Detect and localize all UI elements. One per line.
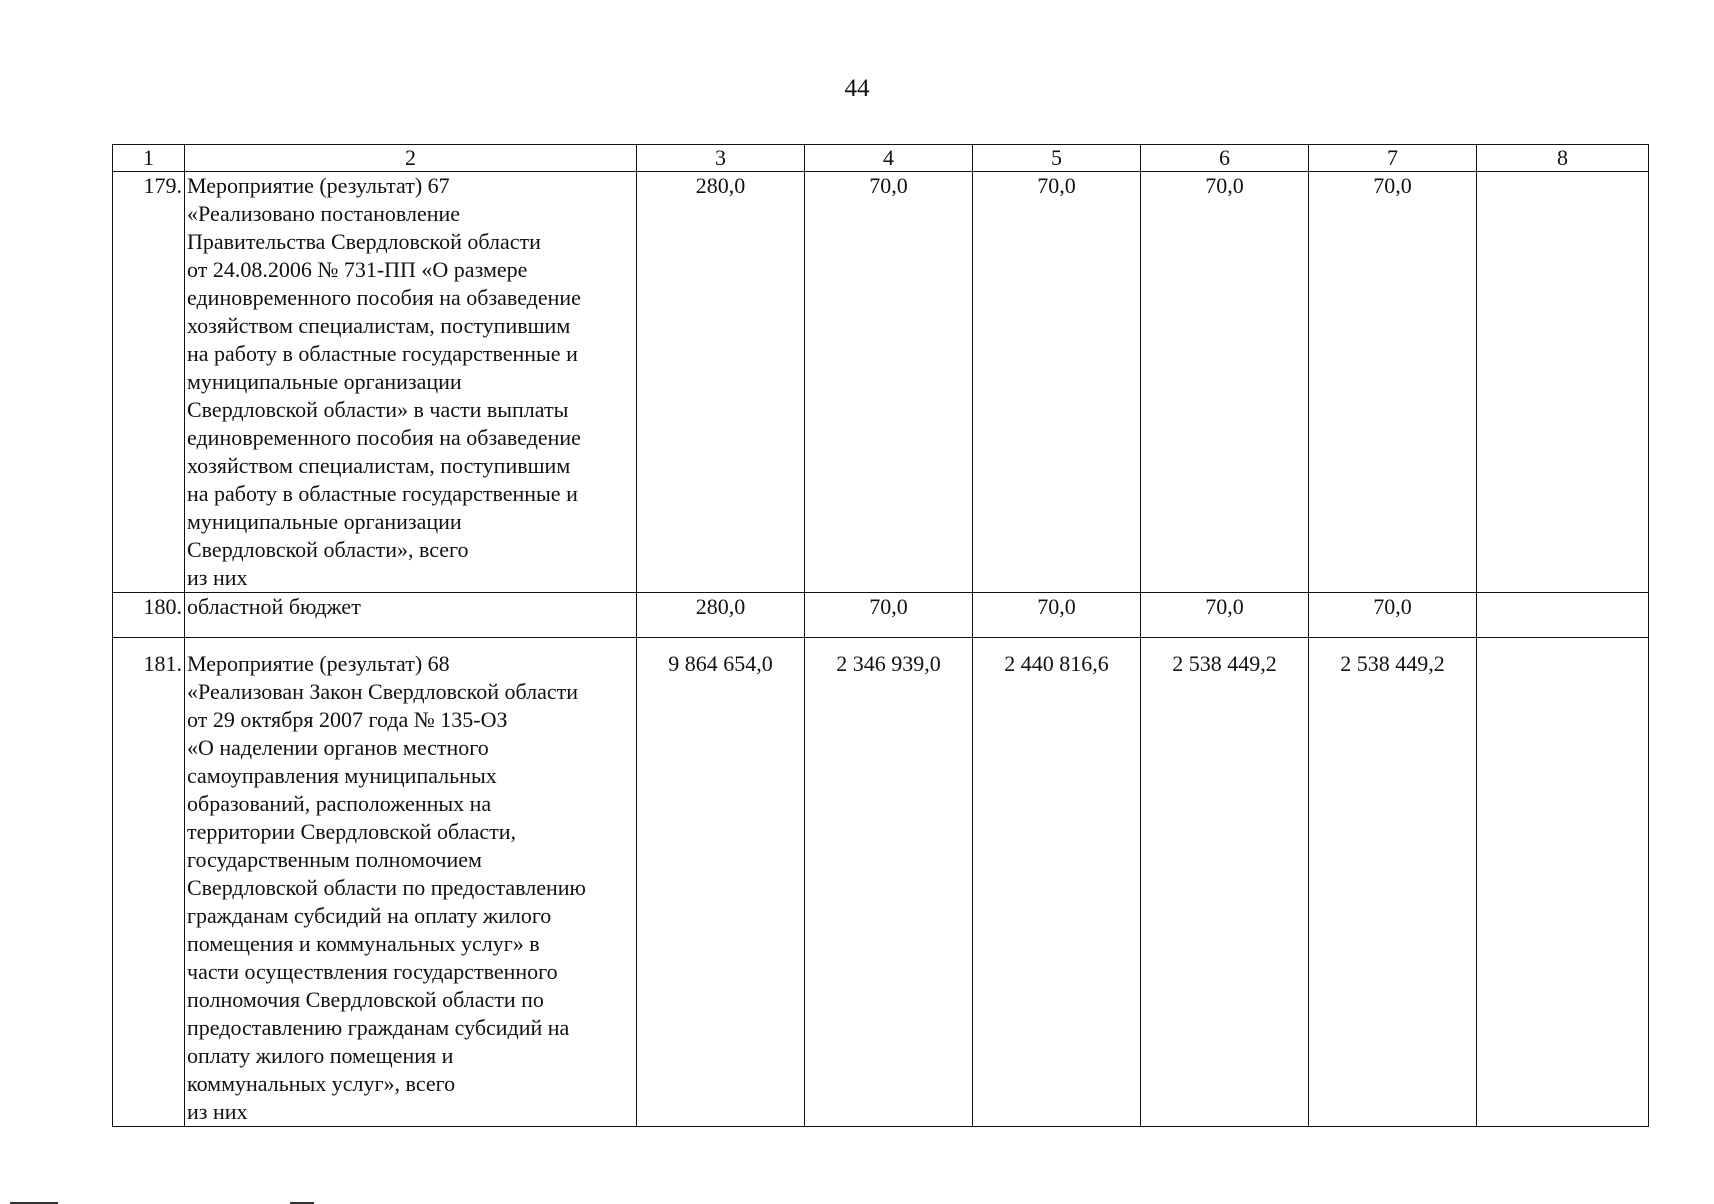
description-line: полномочия Свердловской области по (187, 987, 544, 1012)
description-line: Свердловской области», всего (187, 537, 469, 562)
value-col-8 (1477, 638, 1649, 1127)
budget-table (112, 144, 1649, 1127)
value-col-8 (1477, 593, 1649, 638)
value-col-3: 280,0 (637, 172, 805, 593)
description-line: от 29 октября 2007 года № 135-ОЗ (187, 707, 508, 732)
row-description (185, 172, 637, 593)
description-line: коммунальных услуг», всего (187, 1071, 456, 1096)
value-col-5: 70,0 (973, 593, 1141, 638)
description-line: единовременного пособия на обзаведение (187, 425, 581, 450)
value-col-5: 2 440 816,6 (973, 638, 1141, 1127)
description-line: хозяйством специалистам, поступившим (187, 453, 571, 478)
description-line: на работу в областные государственные и (187, 481, 578, 506)
description-line: Свердловской области» в части выплаты (187, 397, 569, 422)
value-col-3: 280,0 (637, 593, 805, 638)
description-line: из них (187, 1099, 248, 1124)
description-line: на работу в областные государственные и (187, 341, 578, 366)
description-line: самоуправления муниципальных (187, 763, 497, 788)
description-line: «Реализован Закон Свердловской области (187, 679, 579, 704)
row-description (185, 593, 637, 638)
description-line: от 24.08.2006 № 731-ПП «О размере (187, 257, 528, 282)
description-line: «О наделении органов местного (187, 735, 489, 760)
value-col-3: 9 864 654,0 (637, 638, 805, 1127)
description-line: оплату жилого помещения и (187, 1043, 454, 1068)
value-col-5: 70,0 (973, 172, 1141, 593)
row-description (185, 638, 637, 1127)
description-line: «Реализовано постановление (187, 201, 461, 226)
description-line: помещения и коммунальных услуг» в (187, 931, 540, 956)
value-col-6: 70,0 (1141, 593, 1309, 638)
description-line: хозяйством специалистам, поступившим (187, 313, 571, 338)
table-row (113, 172, 1649, 593)
description-line: территории Свердловской области, (187, 819, 517, 844)
description-line: муниципальные организации (187, 369, 462, 394)
value-col-7: 2 538 449,2 (1309, 638, 1477, 1127)
value-col-4: 2 346 939,0 (805, 638, 973, 1127)
column-header: 7 (1309, 145, 1477, 172)
row-number: 181. (113, 638, 185, 1127)
value-col-6: 70,0 (1141, 172, 1309, 593)
description-line: из них (187, 565, 248, 590)
table-row (113, 638, 1649, 1127)
value-col-4: 70,0 (805, 172, 973, 593)
value-col-7: 70,0 (1309, 172, 1477, 593)
column-header: 8 (1477, 145, 1649, 172)
column-header: 5 (973, 145, 1141, 172)
description-line: государственным полномочием (187, 847, 482, 872)
value-col-4: 70,0 (805, 593, 973, 638)
description-line: гражданам субсидий на оплату жилого (187, 903, 552, 928)
description-line: областной бюджет (187, 594, 361, 619)
description-line: Правительства Свердловской области (187, 229, 541, 254)
column-header: 6 (1141, 145, 1309, 172)
row-number: 179. (113, 172, 185, 593)
table-row (113, 593, 1649, 638)
row-number: 180. (113, 593, 185, 638)
header-row (113, 145, 1649, 172)
description-line: Мероприятие (результат) 67 (187, 173, 450, 198)
column-header: 3 (637, 145, 805, 172)
value-col-6: 2 538 449,2 (1141, 638, 1309, 1127)
value-col-8 (1477, 172, 1649, 593)
column-header: 1 (113, 145, 185, 172)
description-line: Свердловской области по предоставлению (187, 875, 586, 900)
value-col-7: 70,0 (1309, 593, 1477, 638)
description-line: муниципальные организации (187, 509, 462, 534)
column-header: 4 (805, 145, 973, 172)
description-line: Мероприятие (результат) 68 (187, 651, 450, 676)
description-line: единовременного пособия на обзаведение (187, 285, 581, 310)
description-line: образований, расположенных на (187, 791, 492, 816)
description-line: части осуществления государственного (187, 959, 558, 984)
page-number: 44 (844, 75, 870, 102)
description-line: предоставлению гражданам субсидий на (187, 1015, 570, 1040)
column-header: 2 (185, 145, 637, 172)
